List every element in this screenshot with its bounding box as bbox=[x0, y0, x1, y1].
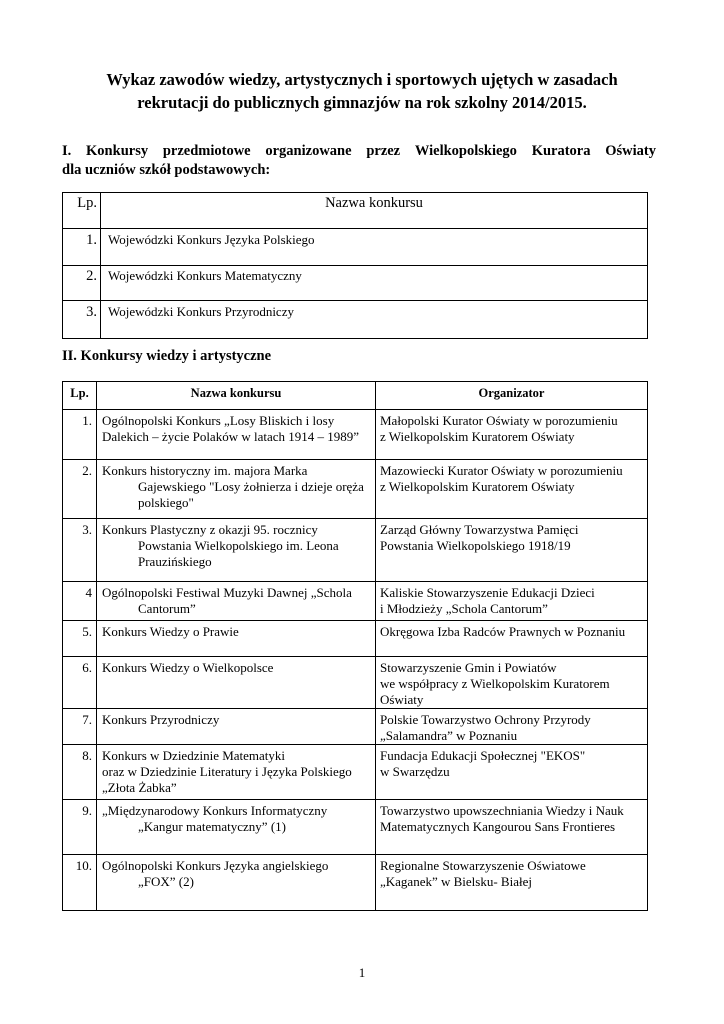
contest-name bbox=[97, 621, 376, 657]
table-row bbox=[63, 621, 648, 657]
organizer-line: Zarząd Główny Towarzystwa Pamięci bbox=[380, 522, 579, 537]
contest-name-line: polskiego" bbox=[138, 495, 194, 510]
contest-name bbox=[97, 800, 376, 855]
organizer-line: Oświaty bbox=[380, 692, 424, 707]
table-header-row bbox=[63, 193, 648, 229]
organizer-line: Małopolski Kurator Oświaty w porozumieniu bbox=[380, 413, 618, 428]
column-header-organizer: Organizator bbox=[376, 382, 648, 410]
contest-name-line: Cantorum” bbox=[138, 601, 196, 616]
table-row bbox=[63, 855, 648, 911]
table-row bbox=[63, 657, 648, 709]
organizer-line: Stowarzyszenie Gmin i Powiatów bbox=[380, 660, 557, 675]
contest-name: Wojewódzki Konkurs Matematyczny bbox=[101, 266, 648, 301]
organizer-line: Powstania Wielkopolskiego 1918/19 bbox=[380, 538, 571, 553]
organizer-line: Okręgowa Izba Radców Prawnych w Poznaniu bbox=[380, 624, 626, 639]
contest-name-line: Ogólnopolski Festiwal Muzyki Dawnej „Schola bbox=[102, 585, 352, 600]
contest-name-line: Konkurs Plastyczny z okazji 95. rocznicy bbox=[102, 522, 318, 537]
row-number: 6. bbox=[63, 657, 97, 709]
organizer bbox=[376, 657, 648, 709]
organizer-line: we współpracy z Wielkopolskim Kuratorem bbox=[380, 676, 610, 691]
table-row bbox=[63, 410, 648, 460]
section-1-heading-line-2: dla uczniów szkół podstawowych: bbox=[62, 162, 271, 178]
contest-name-line: Powstania Wielkopolskiego im. Leona bbox=[138, 538, 339, 553]
contest-name-line: Prauzińskiego bbox=[138, 554, 212, 569]
contest-name-line: Gajewskiego "Losy żołnierza i dzieje oręża bbox=[138, 479, 364, 494]
section-1-word: I. bbox=[62, 143, 72, 159]
contest-name-line: Konkurs Przyrodniczy bbox=[102, 712, 220, 727]
row-number: 2. bbox=[63, 460, 97, 519]
section-1-word: Wielkopolskiego bbox=[414, 143, 517, 159]
contest-name bbox=[97, 709, 376, 745]
organizer bbox=[376, 621, 648, 657]
title-line-2: rekrutacji do publicznych gimnazjów na rok szkolny 2014/2015. bbox=[137, 93, 587, 112]
section-2-heading: II. Konkursy wiedzy i artystyczne bbox=[62, 348, 272, 364]
row-number: 8. bbox=[63, 745, 97, 800]
page-number: 1 bbox=[358, 965, 366, 980]
organizer bbox=[376, 582, 648, 621]
row-number: 5. bbox=[63, 621, 97, 657]
table-header-row bbox=[63, 382, 648, 410]
contest-name-line: „Międzynarodowy Konkurs Informatyczny bbox=[102, 803, 328, 818]
contest-name bbox=[97, 519, 376, 582]
organizer-line: Fundacja Edukacji Społecznej "EKOS" bbox=[380, 748, 586, 763]
row-number: 1. bbox=[63, 410, 97, 460]
organizer-line: „Kaganek” w Bielsku- Białej bbox=[380, 874, 532, 889]
organizer-line: i Młodzieży „Schola Cantorum” bbox=[380, 601, 548, 616]
organizer bbox=[376, 460, 648, 519]
row-number: 7. bbox=[63, 709, 97, 745]
row-number: 2. bbox=[63, 266, 101, 301]
contest-name bbox=[97, 657, 376, 709]
row-number: 3. bbox=[63, 519, 97, 582]
section-1-word: Konkursy bbox=[86, 143, 149, 159]
contest-name-line: Dalekich – życie Polaków w latach 1914 – 1989” bbox=[102, 429, 360, 444]
section-1-word: Oświaty bbox=[605, 143, 656, 159]
organizer bbox=[376, 800, 648, 855]
organizer-line: z Wielkopolskim Kuratorem Oświaty bbox=[380, 429, 575, 444]
row-number: 3. bbox=[63, 301, 101, 339]
section-1-word: przedmiotowe bbox=[162, 143, 251, 159]
organizer-line: Mazowiecki Kurator Oświaty w porozumieniu bbox=[380, 463, 623, 478]
row-number: 4 bbox=[63, 582, 97, 621]
contest-name-line: Ogólnopolski Konkurs „Losy Bliskich i losy bbox=[102, 413, 335, 428]
section-1-word: organizowane bbox=[265, 143, 352, 159]
contest-name-line: oraz w Dziedzinie Literatury i Języka Polskiego bbox=[102, 764, 352, 779]
organizer-line: Regionalne Stowarzyszenie Oświatowe bbox=[380, 858, 586, 873]
contest-name-line: Konkurs Wiedzy o Prawie bbox=[102, 624, 239, 639]
organizer bbox=[376, 519, 648, 582]
contest-name-line: „Kangur matematyczny” (1) bbox=[138, 819, 286, 834]
contest-name-line: Konkurs w Dziedzinie Matematyki bbox=[102, 748, 286, 763]
knowledge-art-contests-table bbox=[62, 381, 648, 911]
table-row bbox=[63, 582, 648, 621]
organizer-line: Polskie Towarzystwo Ochrony Przyrody bbox=[380, 712, 591, 727]
section-1-heading bbox=[62, 142, 656, 180]
organizer-line: Towarzystwo upowszechniania Wiedzy i Nauk bbox=[380, 803, 624, 818]
contest-name bbox=[97, 745, 376, 800]
contest-name-line: Ogólnopolski Konkurs Języka angielskiego bbox=[102, 858, 329, 873]
organizer-line: Kaliskie Stowarzyszenie Edukacji Dzieci bbox=[380, 585, 595, 600]
contest-name-line: „FOX” (2) bbox=[138, 874, 194, 889]
table-row bbox=[63, 709, 648, 745]
section-1-word: przez bbox=[366, 143, 401, 159]
table-row bbox=[63, 301, 648, 339]
contest-name bbox=[97, 855, 376, 911]
table-row bbox=[63, 229, 648, 266]
contest-name bbox=[97, 582, 376, 621]
section-1-heading-line-1 bbox=[62, 142, 656, 161]
row-number: 9. bbox=[63, 800, 97, 855]
table-row bbox=[63, 266, 648, 301]
document-title bbox=[60, 68, 664, 114]
table-row bbox=[63, 745, 648, 800]
section-1-word: Kuratora bbox=[531, 143, 591, 159]
organizer bbox=[376, 709, 648, 745]
contest-name: Wojewódzki Konkurs Języka Polskiego bbox=[101, 229, 648, 266]
organizer-line: Matematycznych Kangourou Sans Frontieres bbox=[380, 819, 616, 834]
organizer-line: „Salamandra” w Poznaniu bbox=[380, 728, 518, 743]
contest-name-line: Konkurs Wiedzy o Wielkopolsce bbox=[102, 660, 274, 675]
organizer bbox=[376, 410, 648, 460]
column-header-lp: Lp. bbox=[63, 193, 101, 229]
row-number: 1. bbox=[63, 229, 101, 266]
contest-name-line: Konkurs historyczny im. majora Marka bbox=[102, 463, 308, 478]
organizer-line: w Swarzędzu bbox=[380, 764, 450, 779]
table-row bbox=[63, 460, 648, 519]
column-header-lp: Lp. bbox=[63, 382, 97, 410]
contest-name-line: „Złota Żabka” bbox=[102, 780, 177, 795]
column-header-name: Nazwa konkursu bbox=[101, 193, 648, 229]
organizer bbox=[376, 855, 648, 911]
contest-name bbox=[97, 460, 376, 519]
title-line-1: Wykaz zawodów wiedzy, artystycznych i sportowych ujętych w zasadach bbox=[106, 70, 618, 89]
contest-name: Wojewódzki Konkurs Przyrodniczy bbox=[101, 301, 648, 339]
subject-contests-table bbox=[62, 192, 648, 339]
column-header-name: Nazwa konkursu bbox=[97, 382, 376, 410]
organizer-line: z Wielkopolskim Kuratorem Oświaty bbox=[380, 479, 575, 494]
table-row bbox=[63, 800, 648, 855]
table-row bbox=[63, 519, 648, 582]
organizer bbox=[376, 745, 648, 800]
row-number: 10. bbox=[63, 855, 97, 911]
contest-name bbox=[97, 410, 376, 460]
